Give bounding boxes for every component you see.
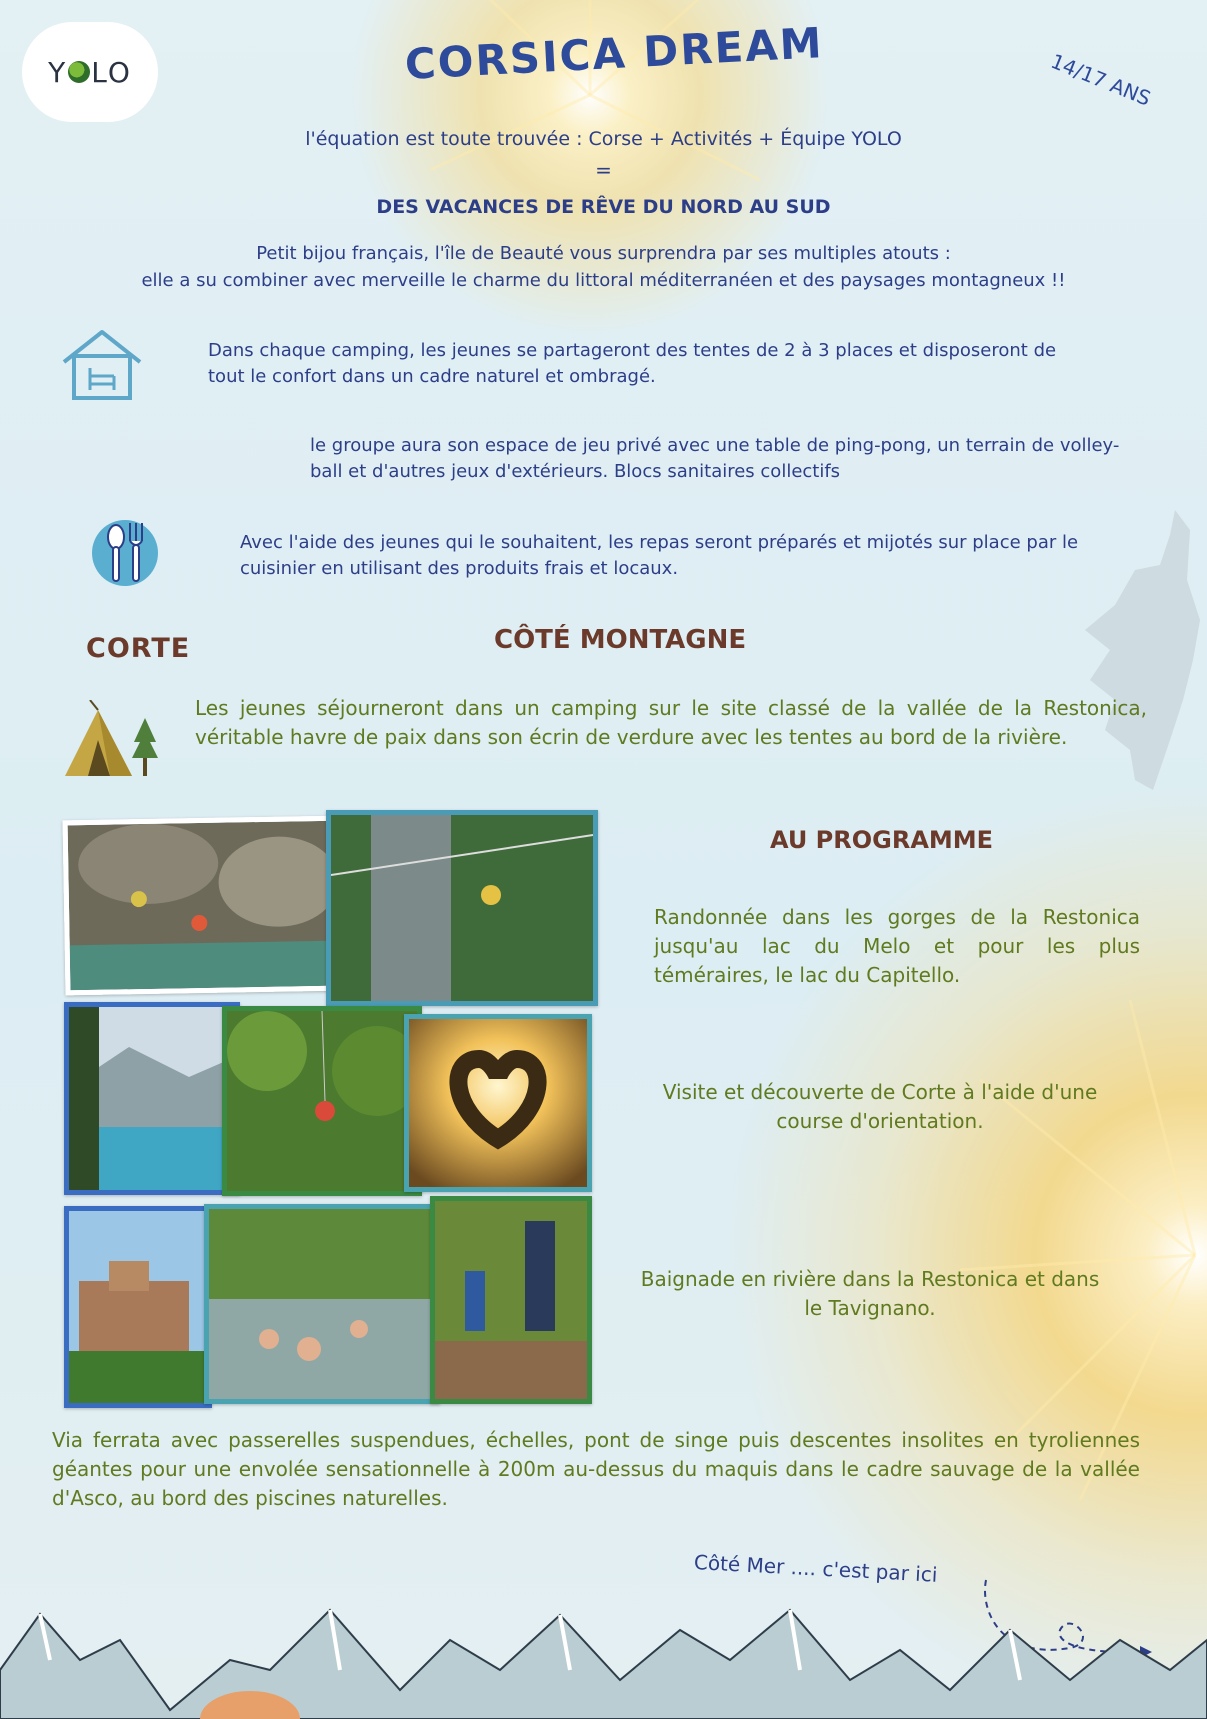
photo-canyoning xyxy=(62,816,341,996)
intro-line-1: Petit bijou français, l'île de Beauté vous surprendra par ses multiples atouts : xyxy=(256,243,951,264)
photo-zipline xyxy=(326,810,598,1006)
photo-corte-village xyxy=(64,1206,212,1408)
cutlery-icon xyxy=(90,515,160,587)
tent-icon xyxy=(60,700,160,780)
age-range-label: 14/17 ANS xyxy=(1047,48,1155,111)
intro-line-2: elle a su combiner avec merveille le charme du littoral méditerranéen et des paysages montagneux !! xyxy=(141,270,1066,291)
headline: DES VACANCES DE RÊVE DU NORD AU SUD xyxy=(376,196,831,218)
mountains-decoration xyxy=(0,1600,1207,1719)
programme-heading: AU PROGRAMME xyxy=(770,826,994,854)
page-title: CORSICA DREAM xyxy=(403,18,825,89)
globe-icon xyxy=(68,61,90,83)
meals-info-text: Avec l'aide des jeunes qui le souhaitent, les repas seront préparés et mijotés sur place par le cuisinier en utilisant des produits frais et locaux. xyxy=(240,532,1079,579)
intro-text xyxy=(0,240,1207,294)
camping-info-text: Dans chaque camping, les jeunes se partageront des tentes de 2 à 3 places et disposeront de tout le confort dans un cadre naturel et ombragé. xyxy=(208,340,1057,387)
location-heading: CORTE xyxy=(86,633,191,664)
yolo-logo: Y LO xyxy=(22,22,158,122)
via-ferrata-text: Via ferrata avec passerelles suspendues, échelles, pont de singe puis descentes insolites en tyroliennes géantes pour une envolée sensationnelle à 200m au-dessus du maquis dans le cadre sauvage de la vallée d'Asco, au bord des piscines naturelles. xyxy=(52,1428,1140,1510)
house-icon xyxy=(60,328,144,402)
photo-forest-zipline xyxy=(222,1006,422,1196)
next-page-link[interactable]: Côté Mer .... c'est par ici xyxy=(693,1550,938,1587)
programme-item-swimming: Baignade en rivière dans la Restonica et dans le Tavignano. xyxy=(640,1267,1100,1320)
section-heading: CÔTÉ MONTAGNE xyxy=(494,625,747,655)
photo-coast xyxy=(64,1002,240,1195)
games-info-text: le groupe aura son espace de jeu privé avec une table de ping-pong, un terrain de volley-ball et d'autres jeux d'extérieurs. Blocs sanitaires collectifs xyxy=(310,435,1120,482)
equation-text: l'équation est toute trouvée : Corse + Activités + Équipe YOLO xyxy=(305,128,902,150)
photo-heart-sunset xyxy=(404,1014,592,1192)
photo-river-swimming xyxy=(204,1204,440,1404)
programme-item-hike: Randonnée dans les gorges de la Restonica jusqu'au lac du Melo et pour les plus téméraires, le lac du Capitello. xyxy=(654,905,1140,987)
programme-item-orienteering: Visite et découverte de Corte à l'aide d'une course d'orientation. xyxy=(662,1080,1098,1133)
photo-hiking xyxy=(430,1196,592,1404)
equals-sign: = xyxy=(595,158,612,182)
camping-description: Les jeunes séjourneront dans un camping sur le site classé de la vallée de la Restonica, véritable havre de paix dans son écrin de verdure avec les tentes au bord de la rivière. xyxy=(195,696,1147,749)
